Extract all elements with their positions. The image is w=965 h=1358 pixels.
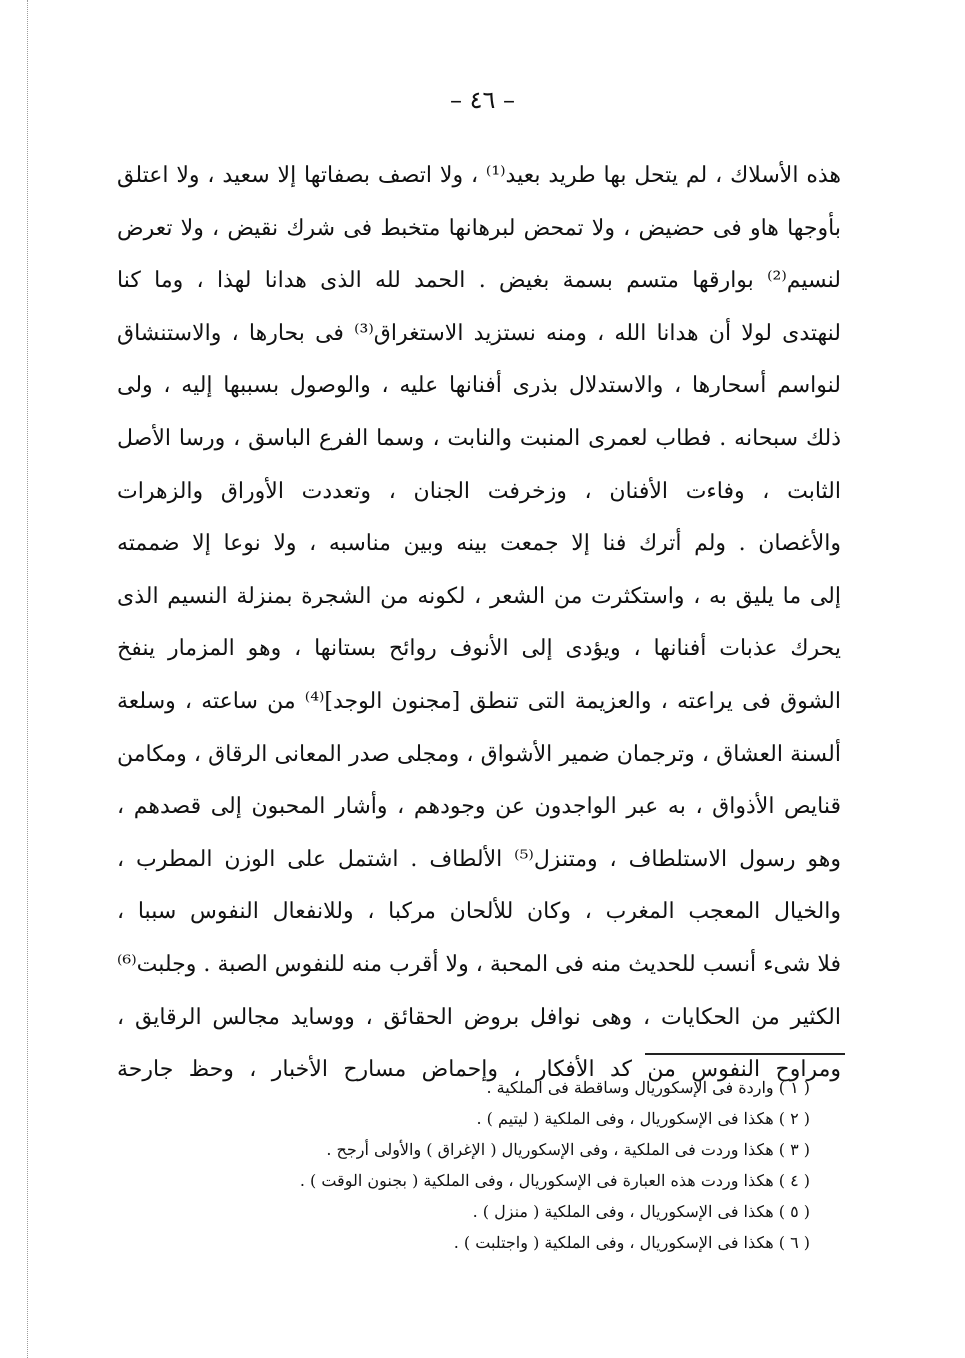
page-number: – ٤٦ – <box>449 86 516 114</box>
footnotes <box>120 1072 810 1258</box>
footnote: ( ٤ ) هكذا وردت هذه العبارة فى الإسكوريال ، وفى الملكية ( بجنون الوقت ) . <box>299 1171 810 1190</box>
text-line: ومراوح النفوس من كد الأفكار ، وإحماض مسارح الأخبار ، وحظ جارحة <box>117 1057 841 1083</box>
scan-edge-line <box>27 0 28 1358</box>
body-text <box>117 150 841 1097</box>
text-line: ألسنة العشاق ، وترجمان ضمير الأشواق ، ومجلى صدر المعانى الرقاق ، ومكامن <box>117 741 841 767</box>
footnote: ( ٥ ) هكذا فى الإسكوريال ، وفى الملكية ( منزل ) . <box>472 1202 810 1221</box>
footnote: ( ٢ ) هكذا فى الإسكوريال ، وفى الملكية ( ليتيم ) . <box>476 1109 810 1128</box>
text-line: هذه الأسلاك ، لم يتحل بها طريد بعيد⁽¹⁾ ، ولا اتصف بصفاتها إلا سعيد ، ولا اعتلق <box>117 163 841 188</box>
footnote: ( ١ ) واردة فى الإسكوريال وساقطة فى الملكية . <box>486 1078 810 1097</box>
text-line: والخيال المعجب المغرب ، وكان للألحان مركبا ، وللانفعال النفوس سببا ، <box>117 899 841 925</box>
text-line: إلى ما يليق به ، واستكثرت من الشعر ، لكونه من الشجرة بمنزلة النسيم الذى <box>117 583 841 609</box>
text-line: قنايص الأذواق ، به عبر الواجدون عن وجودهم ، وأشار المحبون إلى قصدهم ، <box>117 794 841 820</box>
text-line: لنسيم⁽²⁾ بوارقها متسم بسمة بغيض . الحمد لله الذى هدانا لهذا ، وما كنا <box>117 268 841 294</box>
text-line: فلا شىء أنسب للحديث منه فى المحبة ، ولا أقرب منه للنفوس الصبة . وجلبت⁽⁶⁾ <box>117 951 841 977</box>
text-line: يحرك عذبات أفنانها ، ويؤدى إلى الأنوف روائح بستانها ، وهو المزمار ينفخ <box>117 636 841 662</box>
footnote: ( ٣ ) هكذا وردت فى الملكية ، وفى الإسكوريال ( الإغراق ) والأولى أرجح . <box>326 1140 810 1159</box>
text-line: الكثير من الحكايات ، وهى نوافل بروض الحقائق ، ووسايد مجالس الرقايق ، <box>117 1004 841 1030</box>
text-line: لنواسم أسحارها ، والاستدلال بذرى أفنانها عليه ، والوصول بسببها إليه ، ولى <box>117 373 841 399</box>
text-line: وهو رسول الاستلطاف ، ومتنزل⁽⁵⁾ الألطاف . اشتمل على الوزن المطرب ، <box>117 846 841 872</box>
footnote-divider <box>645 1053 845 1055</box>
text-line: الثابت ، وفاءت الأفنان ، وزخرفت الجنان ، وتعددت الأوراق والزهرات <box>117 478 841 504</box>
footnote: ( ٦ ) هكذا فى الإسكوريال ، وفى الملكية ( واجتلبت ) . <box>453 1233 810 1252</box>
text-line: لنهتدى لولا أن هدانا الله ، ومنه نستزيد الاستغراق⁽³⁾ فى بحارها ، والاستنشاق <box>117 320 841 346</box>
text-line: بأوجها هاو فى حضيض ، ولا تمحض لبرهانها متخبط فى شرك نقيض ، ولا تعرض <box>117 215 841 241</box>
text-line: ذلك سبحانه . فطاب لعمرى المنبت والنابت ، وسما الفرع الباسق ، ورسا الأصل <box>117 425 841 451</box>
text-line: الشوق فى يراعته ، والعزيمة التى تنطق [مجنون الوجد]⁽⁴⁾ من ساعته ، وسلعة <box>117 688 841 714</box>
text-line: والأغصان . ولم أترك فنا إلا جمعت بينه وبين مناسبه ، ولا نوعا إلا ضممته <box>117 531 841 557</box>
